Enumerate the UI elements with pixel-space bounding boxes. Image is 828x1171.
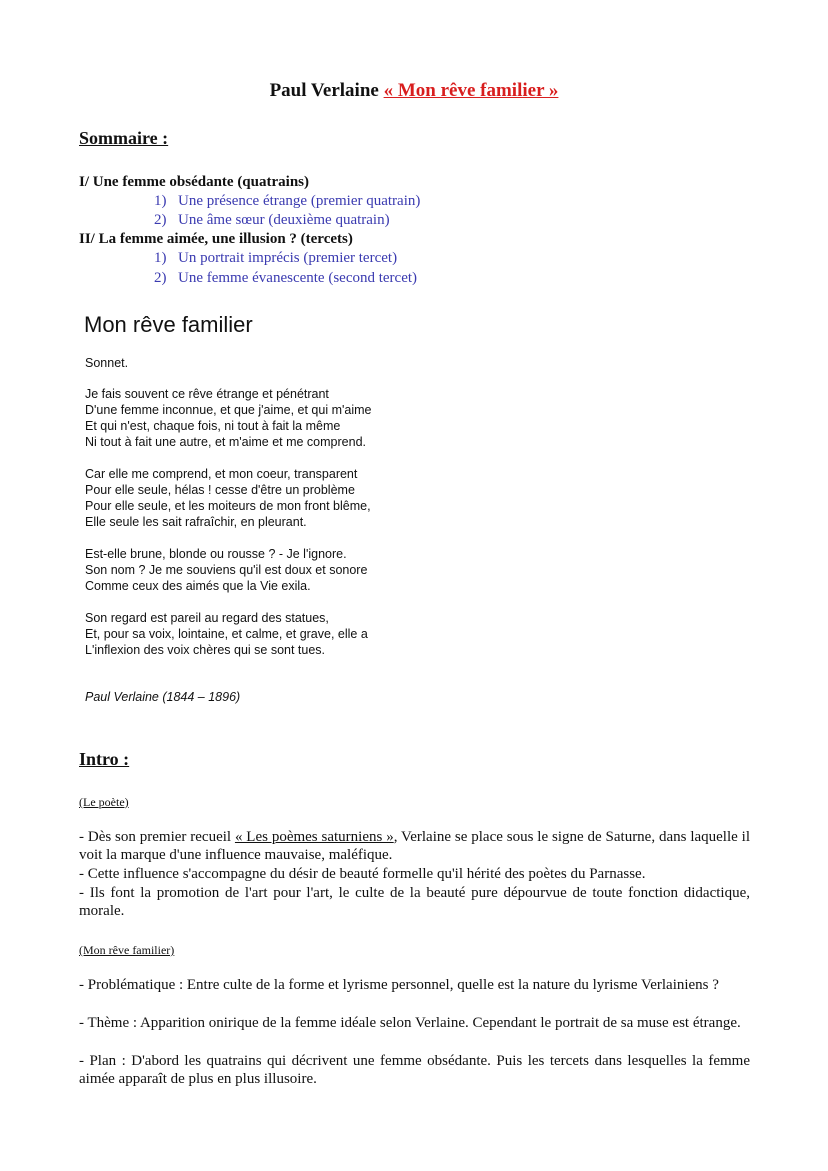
poem-stanza: Je fais souvent ce rêve étrange et pénétrant D'une femme inconnue, et que j'aime, et qui m'aime Et qui n'est, chaque fois, ni tout à fait la même Ni tout à fait une autre, et m'aime et me comprend. <box>85 387 372 449</box>
intro-paragraph: - Problématique : Entre culte de la forme et lyrisme personnel, quelle est la nature du lyrisme Verlainiens ? <box>79 977 719 993</box>
page-title <box>0 80 828 102</box>
poem-stanza: Car elle me comprend, et mon coeur, transparent Pour elle seule, hélas ! cesse d'être un problème Pour elle seule, et les moiteurs de mon front blême, Elle seule les sait rafraîchir, en pleurant. <box>85 467 371 529</box>
intro-paragraph: - Ils font la promotion de l'art pour l'art, le culte de la beauté pure dépourvue de toute fonction didactique, morale. <box>79 885 750 919</box>
toc-item: 1) Une présence étrange (premier quatrain) <box>154 193 421 209</box>
intro-paragraph: - Cette influence s'accompagne du désir de beauté formelle qu'il hérité des poètes du Parnasse. <box>79 866 646 882</box>
intro-paragraph: - Dès son premier recueil « Les poèmes saturniens », Verlaine se place sous le signe de Saturne, dans laquelle il voit la marque d'une influence mauvaise, maléfique. <box>79 829 750 863</box>
poem-author: Paul Verlaine (1844 – 1896) <box>85 690 241 704</box>
toc-part-2: II/ La femme aimée, une illusion ? (tercets) <box>79 231 353 247</box>
toc-item: 1) Un portrait imprécis (premier tercet) <box>154 250 398 266</box>
intro-heading: Intro : <box>79 749 130 769</box>
intro-paragraph: - Thème : Apparition onirique de la femme idéale selon Verlaine. Cependant le portrait de sa muse est étrange. <box>79 1015 741 1031</box>
poem-stanza: Son regard est pareil au regard des statues, Et, pour sa voix, lointaine, et calme, et grave, elle a L'inflexion des voix chères qui se sont tues. <box>85 611 368 657</box>
title-poem: « Mon rêve familier » <box>383 80 559 101</box>
poem-label: (Mon rêve familier) <box>79 943 175 957</box>
poet-label: (Le poète) <box>79 795 129 809</box>
poem-subtitle: Sonnet. <box>85 356 129 370</box>
toc-item: 2) Une âme sœur (deuxième quatrain) <box>154 212 390 228</box>
toc-part-1: I/ Une femme obsédante (quatrains) <box>79 174 309 190</box>
toc-item: 2) Une femme évanescente (second tercet) <box>154 270 418 286</box>
poem-title: Mon rêve familier <box>84 312 253 337</box>
title-author: Paul Verlaine <box>269 80 379 101</box>
summary-heading: Sommaire : <box>79 128 169 148</box>
collection-title: « Les poèmes saturniens » <box>234 829 394 845</box>
poem-stanza: Est-elle brune, blonde ou rousse ? - Je l'ignore. Son nom ? Je me souviens qu'il est doux et sonore Comme ceux des aimés que la Vie exila. <box>85 547 368 593</box>
intro-paragraph: - Plan : D'abord les quatrains qui décrivent une femme obsédante. Puis les tercets dans lesquelles la femme aimée apparaît de plus en plus illusoire. <box>79 1053 750 1087</box>
